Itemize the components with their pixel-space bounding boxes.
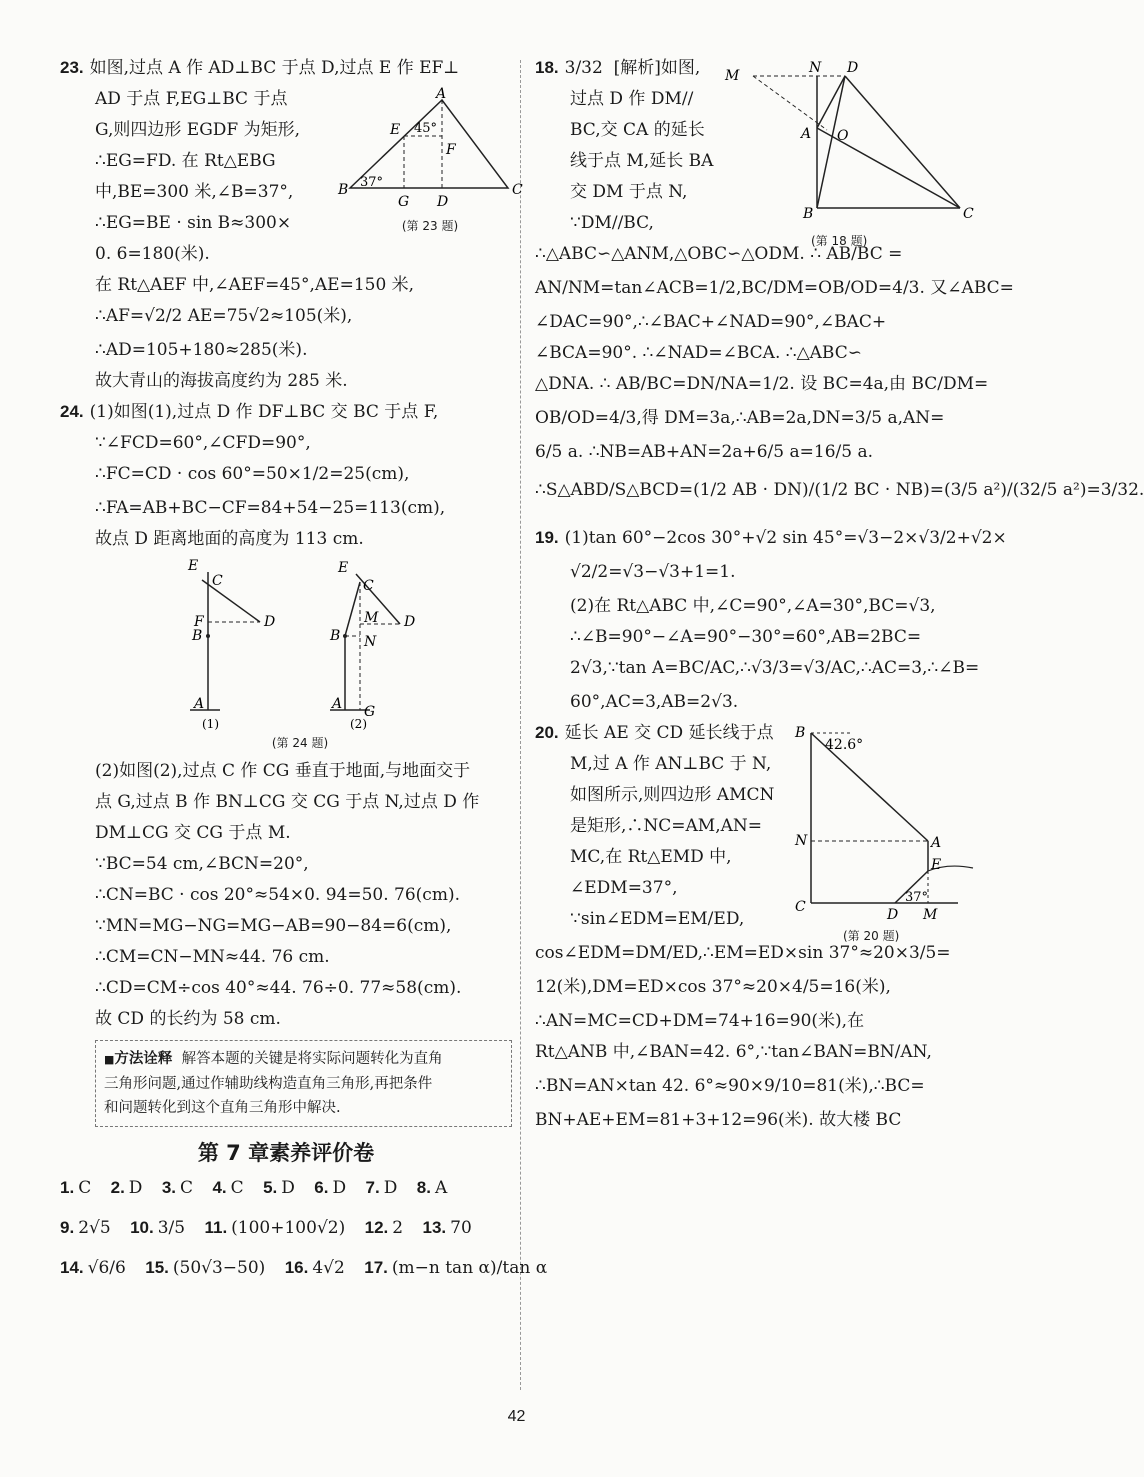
text-line: 延长 AE 交 CD 延长线于点	[564, 723, 774, 743]
text-line: BN+AE+EM=81+3+12=96(米). 故大楼 BC	[535, 1110, 902, 1130]
label-F: F	[446, 142, 456, 158]
answer-value: 2	[392, 1218, 404, 1238]
text-line: M,过 A 作 AN⊥BC 于 N,	[570, 754, 772, 774]
text-line: ∴AF=√2/2 AE=75√2≈105(米),	[95, 306, 353, 326]
text-line: ∴S△ABD/S△BCD=(1/2 AB · DN)/(1/2 BC · NB)=(3/5 a²)/(32/5 a²)=3/32.	[535, 480, 1144, 500]
label-C: C	[795, 899, 806, 915]
text-line: 如图所示,则四边形 AMCN	[570, 785, 775, 805]
text-line: AN/NM=tan∠ACB=1/2,BC/DM=OB/OD=4/3. 又∠ABC=	[535, 278, 1014, 298]
answer-value: √6/6	[87, 1258, 126, 1278]
answer-value: A	[434, 1178, 448, 1198]
answer-num: 3.	[161, 1178, 177, 1197]
text-line: AD 于点 F,EG⊥BC 于点	[95, 89, 288, 109]
angle-37: 37°	[360, 175, 384, 190]
question-20	[535, 723, 975, 1130]
answers-row-3	[60, 1257, 548, 1279]
fig1-A: A	[194, 696, 205, 712]
text-line: cos∠EDM=DM/ED,∴EM=ED×sin 37°≈20×3/5=	[535, 943, 951, 963]
text-line: ∠EDM=37°,	[570, 878, 678, 898]
text-line: (1)如图(1),过点 D 作 DF⊥BC 交 BC 于点 F,	[89, 402, 439, 422]
text-line: G,则四边形 EGDF 为矩形,	[95, 120, 301, 140]
question-number: 20.	[535, 723, 559, 742]
text-line: ∴△ABC∽△ANM,△OBC∽△ODM. ∴ AB/BC =	[535, 244, 903, 264]
text-line: Rt△ANB 中,∠BAN=42. 6°,∵tan∠BAN=BN/AN,	[535, 1042, 932, 1062]
text-line: ∠DAC=90°,∴∠BAC+∠NAD=90°,∠BAC+	[535, 312, 887, 332]
figure-caption: (第 24 题)	[271, 736, 329, 750]
label-N: N	[809, 60, 822, 76]
text-line: ∴∠B=90°−∠A=90°−30°=60°,AB=2BC=	[570, 627, 922, 647]
building-diagram-20	[783, 723, 978, 923]
fig1-D: D	[264, 614, 276, 630]
text-line: [解析]如图,	[613, 58, 701, 78]
label-G: G	[398, 194, 410, 210]
answer-value: 2√5	[78, 1218, 111, 1238]
fig2-M: M	[364, 610, 379, 626]
text-line: ∵∠FCD=60°,∠CFD=90°,	[95, 433, 311, 453]
fig2-N: N	[364, 634, 377, 650]
text-line: ∵BC=54 cm,∠BCN=20°,	[95, 854, 309, 874]
question-23	[60, 58, 523, 391]
fig2-C: C	[363, 578, 374, 594]
text-line: 中,BE=300 米,∠B=37°,	[95, 182, 294, 202]
label-C: C	[963, 206, 974, 222]
text-line: ∴EG=BE · sin B≈300×	[95, 213, 292, 233]
fig2-G: G	[364, 704, 376, 720]
answer-value: C	[78, 1178, 92, 1198]
answer-value: 3/5	[157, 1218, 186, 1238]
fig1-caption: (1)	[202, 717, 219, 731]
answer-num: 10.	[130, 1218, 154, 1237]
label-A: A	[801, 126, 812, 142]
fig2-B: B	[330, 628, 341, 644]
answer-value: C	[230, 1178, 244, 1198]
label-B: B	[795, 725, 806, 741]
text-line: 是矩形,∴NC=AM,AN=	[570, 816, 763, 836]
text-line: (2)在 Rt△ABC 中,∠C=90°,∠A=30°,BC=√3,	[570, 596, 936, 616]
text-line: MC,在 Rt△EMD 中,	[570, 847, 732, 867]
figure-18	[725, 58, 975, 248]
label-M: M	[923, 907, 938, 923]
label-B: B	[803, 206, 814, 222]
answer-num: 9.	[60, 1218, 75, 1237]
label-D: D	[887, 907, 899, 923]
text-line: 故大青山的海拔高度约为 285 米.	[95, 371, 348, 391]
text-line: DM⊥CG 交 CG 于点 M.	[95, 823, 291, 843]
chapter-title: 第 7 章素养评价卷	[197, 1141, 375, 1165]
answer-num: 5.	[263, 1178, 278, 1197]
method-line: 和问题转化到这个直角三角形中解决.	[104, 1100, 341, 1116]
answer-value: (50√3−50)	[172, 1258, 266, 1278]
right-column	[535, 58, 1144, 1141]
triangle-diagram-23	[330, 88, 530, 213]
column-divider	[520, 60, 521, 1390]
angle-42-6: 42.6°	[825, 737, 864, 753]
question-number: 18.	[535, 58, 559, 77]
figure-caption: (第 20 题)	[843, 929, 900, 943]
method-tag: 方法诠释	[114, 1051, 173, 1067]
text-line: 交 DM 于点 N,	[570, 182, 688, 202]
text-line: 线于点 M,延长 BA	[570, 151, 714, 171]
label-N: N	[795, 833, 808, 849]
text-line: (1)tan 60°−2cos 30°+√2 sin 45°=√3−2×√3/2+√2×	[564, 528, 1007, 548]
text-line: ∴FC=CD · cos 60°=50×1/2=25(cm),	[95, 464, 410, 484]
answer-num: 8.	[416, 1178, 431, 1197]
fig1-C: C	[212, 573, 223, 589]
text-line: 0. 6=180(米).	[95, 244, 210, 264]
text-line: 如图,过点 A 作 AD⊥BC 于点 D,过点 E 作 EF⊥	[89, 58, 460, 78]
answer-value: 3/32	[564, 58, 603, 78]
figure-23	[330, 86, 530, 233]
text-line: 在 Rt△AEF 中,∠AEF=45°,AE=150 米,	[95, 275, 415, 295]
label-A: A	[931, 835, 942, 851]
desk-lamp-diagrams	[170, 560, 430, 730]
label-D: D	[847, 60, 859, 76]
label-B: B	[338, 182, 349, 198]
question-19	[535, 528, 1007, 712]
text-line: OB/OD=4/3,得 DM=3a,∴AB=2a,DN=3/5 a,AN=	[535, 408, 945, 428]
answer-num: 6.	[314, 1178, 329, 1197]
text-line: (2)如图(2),过点 C 作 CG 垂直于地面,与地面交于	[95, 761, 471, 781]
answer-num: 15.	[145, 1258, 169, 1277]
text-line: √2/2=√3−√3+1=1.	[570, 562, 736, 582]
method-line: 解答本题的关键是将实际问题转化为直角	[181, 1051, 443, 1067]
figure-caption: (第 23 题)	[401, 219, 459, 233]
answer-num: 14.	[60, 1258, 84, 1277]
method-note-box: ■方法诠释 解答本题的关键是将实际问题转化为直角 三角形问题,通过作辅助线构造直角三角形,再把条件 和问题转化到这个直角三角形中解决.	[95, 1040, 512, 1127]
text-line: 6/5 a. ∴NB=AB+AN=2a+6/5 a=16/5 a.	[535, 442, 873, 462]
answer-num: 13.	[422, 1218, 447, 1237]
label-A: A	[436, 86, 447, 102]
answers-row-1	[60, 1177, 512, 1199]
fig2-A: A	[332, 696, 343, 712]
text-line: ∵sin∠EDM=EM/ED,	[570, 909, 745, 929]
question-number: 23.	[60, 58, 84, 77]
answer-value: D	[383, 1178, 398, 1198]
answer-value: D	[128, 1178, 143, 1198]
text-line: BC,交 CA 的延长	[570, 120, 705, 140]
label-E: E	[390, 122, 401, 138]
answer-num: 2.	[110, 1178, 125, 1197]
question-number: 24.	[60, 402, 84, 421]
answer-value: 4√2	[312, 1258, 345, 1278]
text-line: ∴CM=CN−MN≈44. 76 cm.	[95, 947, 330, 967]
text-line: 故点 D 距离地面的高度为 113 cm.	[95, 529, 364, 549]
geometry-diagram-18	[725, 58, 975, 228]
text-line: △DNA. ∴ AB/BC=DN/NA=1/2. 设 BC=4a,由 BC/DM=	[535, 374, 989, 394]
question-18	[535, 58, 1144, 500]
fig1-F: F	[194, 614, 204, 630]
answer-num: 1.	[60, 1178, 75, 1197]
answer-value: (m−n tan α)/tan α	[391, 1258, 548, 1278]
text-line: ∠BCA=90°. ∴∠NAD=∠BCA. ∴△ABC∽	[535, 343, 862, 363]
answer-value: D	[281, 1178, 295, 1198]
answer-value: 70	[450, 1218, 472, 1238]
text-line: ∵DM//BC,	[570, 213, 654, 233]
label-E: E	[931, 857, 942, 873]
figure-caption: (第 18 题)	[811, 234, 868, 248]
text-line: ∴AN=MC=CD+DM=74+16=90(米),在	[535, 1011, 865, 1031]
text-line: 60°,AC=3,AB=2√3.	[570, 692, 739, 712]
text-line: 过点 D 作 DM//	[570, 89, 694, 109]
text-line: ∴EG=FD. 在 Rt△EBG	[95, 151, 276, 171]
answer-num: 4.	[212, 1178, 227, 1197]
text-line: ∵MN=MG−NG=MG−AB=90−84=6(cm),	[95, 916, 452, 936]
fig2-E: E	[338, 560, 349, 576]
answer-num: 7.	[365, 1178, 380, 1197]
figure-20	[783, 723, 978, 943]
answer-num: 16.	[284, 1258, 309, 1277]
text-line: ∴CD=CM÷cos 40°≈44. 76÷0. 77≈58(cm).	[95, 978, 462, 998]
answer-num: 12.	[364, 1218, 389, 1237]
text-line: 12(米),DM=ED×cos 37°≈20×4/5=16(米),	[535, 977, 891, 997]
answer-num: 17.	[364, 1258, 388, 1277]
answers-row-2	[60, 1217, 512, 1239]
answer-value: C	[180, 1178, 194, 1198]
text-line: 点 G,过点 B 作 BN⊥CG 交 CG 于点 N,过点 D 作	[95, 792, 480, 812]
text-line: ∴CN=BC · cos 20°≈54×0. 94=50. 76(cm).	[95, 885, 460, 905]
label-M: M	[725, 68, 740, 84]
question-number: 19.	[535, 528, 559, 547]
label-C: C	[512, 182, 523, 198]
method-line: 三角形问题,通过作辅助线构造直角三角形,再把条件	[104, 1076, 433, 1092]
answer-value: D	[332, 1178, 347, 1198]
text-line: ∴AD=105+180≈285(米).	[95, 340, 308, 360]
text-line: ∴FA=AB+BC−CF=84+54−25=113(cm),	[95, 498, 446, 518]
text-line: 2√3,∵tan A=BC/AC,∴√3/3=√3/AC,∴AC=3,∴∠B=	[570, 658, 980, 678]
fig2-D: D	[404, 614, 416, 630]
label-O: O	[837, 128, 849, 144]
label-D: D	[437, 194, 449, 210]
fig2-caption: (2)	[350, 717, 367, 731]
fig1-B: B	[192, 628, 203, 644]
angle-45: 45°	[414, 121, 438, 136]
answer-value: (100+100√2)	[231, 1218, 346, 1238]
text-line: 故 CD 的长约为 58 cm.	[95, 1009, 281, 1029]
question-24	[60, 402, 512, 1029]
text-line: ∴BN=AN×tan 42. 6°≈90×9/10=81(米),∴BC=	[535, 1076, 925, 1096]
answer-num: 11.	[204, 1218, 228, 1237]
page-number: 42	[507, 1408, 526, 1425]
figure-24	[170, 560, 430, 751]
fig1-E: E	[188, 558, 199, 574]
angle-37: 37°	[905, 890, 929, 905]
